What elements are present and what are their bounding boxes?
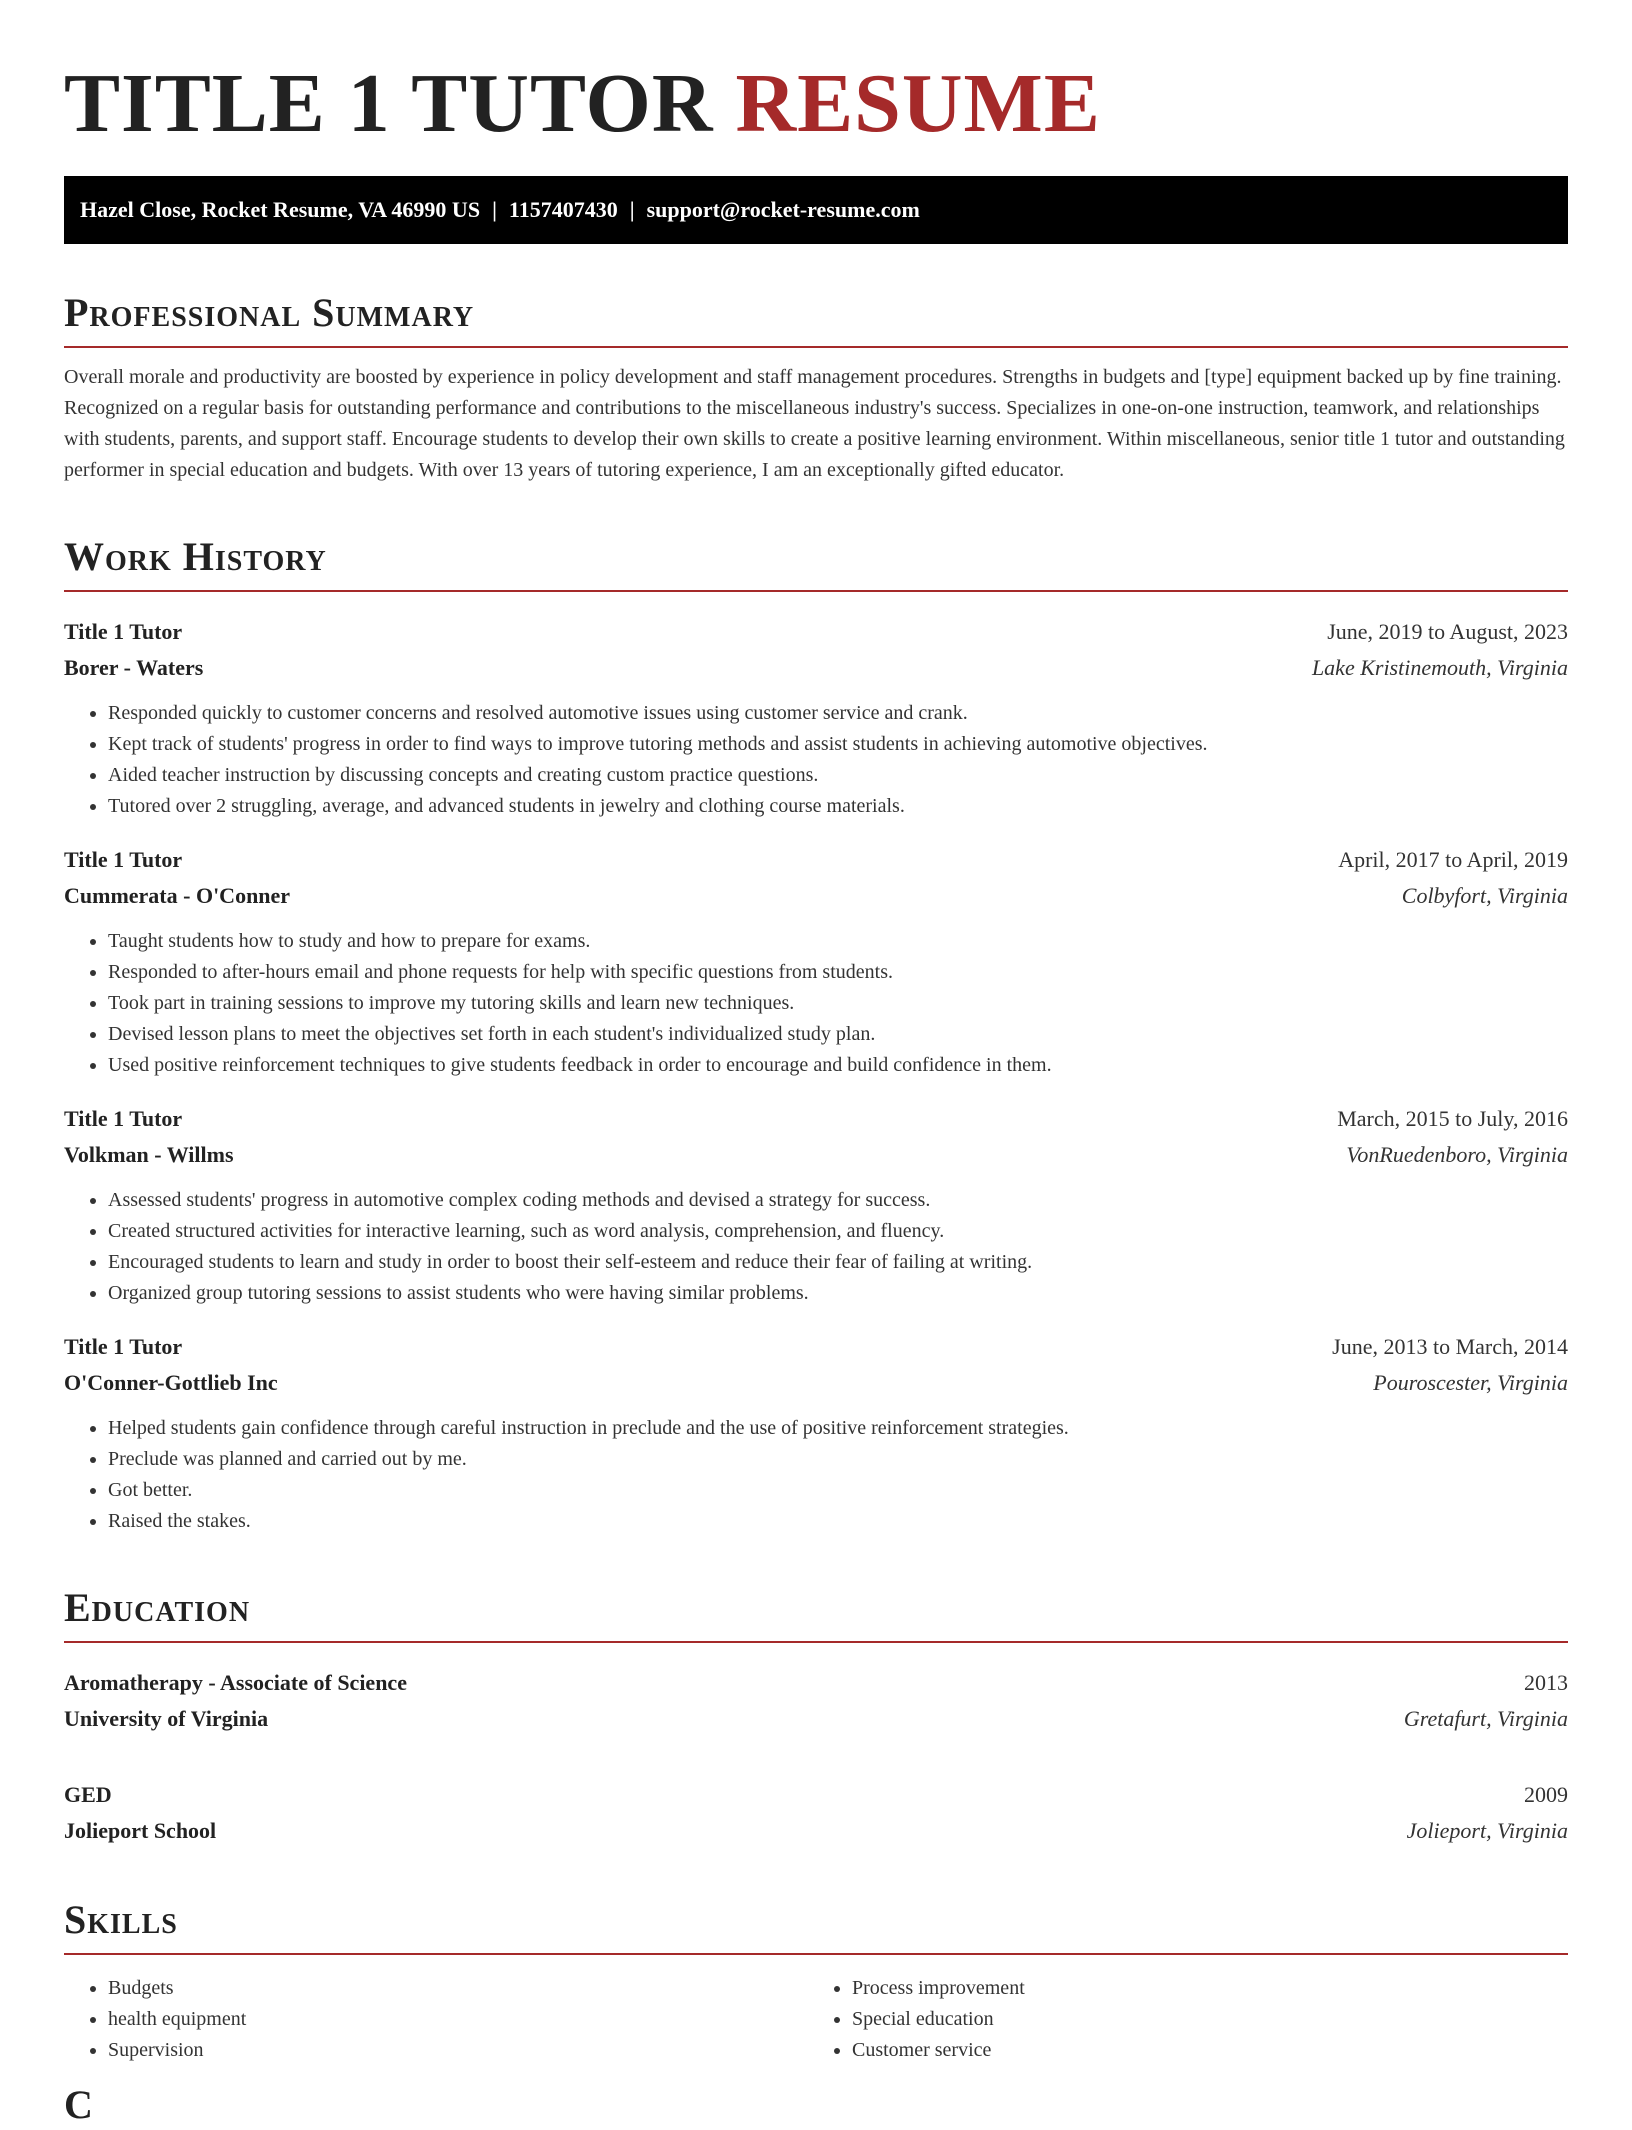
job-dates: April, 2017 to April, 2019 [1338,847,1568,872]
job-title: Title 1 Tutor [64,1106,183,1131]
job-bullet: • Responded to after-hours email and phone requests for help with specific questions from students. [108,957,1568,988]
job-bullets [64,926,1568,1081]
education-section [64,1583,1568,1849]
job-bullet: • Taught students how to study and how to prepare for exams. [108,926,1568,957]
job-company: O'Conner-Gottlieb Inc [64,1370,278,1395]
skills-list-left [64,1973,808,2066]
education-year: 2013 [1524,1670,1568,1695]
job-bullets [64,1185,1568,1309]
job-bullet: • Aided teacher instruction by discussing concepts and creating custom practice questions. [108,760,1568,791]
job-title: Title 1 Tutor [64,847,183,872]
job-entry [64,842,1568,1081]
skills-columns [64,1973,1568,2066]
job-company: Cummerata - O'Conner [64,883,291,908]
skill-item: • Process improvement [852,1973,1552,2004]
job-bullet: • Kept track of students' progress in order to find ways to improve tutoring methods and assist students in achieving automotive objectives. [108,729,1568,760]
education-degree: GED [64,1782,112,1807]
contact-address: Hazel Close, Rocket Resume, VA 46990 US [80,197,481,222]
job-title: Title 1 Tutor [64,1334,183,1359]
education-entry [64,1665,1568,1737]
resume-page [64,0,1568,2066]
education-entry [64,1777,1568,1849]
education-location: Jolieport, Virginia [1406,1818,1568,1843]
title-main: TITLE 1 TUTOR [64,57,736,150]
education-location: Gretafurt, Virginia [1403,1706,1568,1731]
job-entry [64,1101,1568,1309]
job-company: Borer - Waters [64,655,204,680]
skills-section [64,1895,1568,2066]
education-degree: Aromatherapy - Associate of Science [64,1670,407,1695]
job-location: Colbyfort, Virginia [1401,883,1568,908]
job-bullet: • Got better. [108,1475,1568,1506]
job-bullet: • Tutored over 2 struggling, average, and advanced students in jewelry and clothing course materials. [108,791,1568,822]
job-bullet: • Assessed students' progress in automotive complex coding methods and devised a strategy for success. [108,1185,1568,1216]
job-bullets [64,1413,1568,1537]
job-location: Pouroscester, Virginia [1373,1370,1568,1395]
job-bullet: • Organized group tutoring sessions to assist students who were having similar problems. [108,1278,1568,1309]
job-bullet: • Used positive reinforcement techniques to give students feedback in order to encourage and build confidence in them. [108,1050,1568,1081]
job-dates: March, 2015 to July, 2016 [1337,1106,1568,1131]
title-accent: RESUME [735,57,1101,150]
job-dates: June, 2013 to March, 2014 [1332,1334,1568,1359]
job-company: Volkman - Willms [64,1142,234,1167]
job-dates: June, 2019 to August, 2023 [1327,619,1568,644]
job-bullet: • Responded quickly to customer concerns and resolved automotive issues using customer service and crank. [108,698,1568,729]
job-title: Title 1 Tutor [64,619,183,644]
job-location: VonRuedenboro, Virginia [1346,1142,1568,1167]
job-bullet: • Helped students gain confidence through careful instruction in preclude and the use of positive reinforcement strategies. [108,1413,1568,1444]
job-bullet: • Devised lesson plans to meet the objectives set forth in each student's individualized study plan. [108,1019,1568,1050]
work-history-section [64,532,1568,1537]
skill-item: • Budgets [108,1973,808,2004]
job-bullet: • Preclude was planned and carried out by me. [108,1444,1568,1475]
job-entry [64,1329,1568,1537]
skill-item: • health equipment [108,2004,808,2035]
skills-list-right [808,1973,1552,2066]
section-heading-summary: Professional Summary [64,288,1568,348]
resume-title [64,0,1568,176]
next-section-heading-partial: C [64,2082,93,2127]
contact-separator: | [629,197,635,222]
summary-text: Overall morale and productivity are boosted by experience in policy development and staff management procedures. Strengths in budgets and [type] equipment backed up by fine training. Recognized on a regular basis for outstanding performance and contributions to the miscellaneous industry's success. Specializes in one-on-one instruction, teamwork, and relationships with students, parents, and support staff. Encourage students to develop their own skills to create a positive learning environment. Within miscellaneous, senior title 1 tutor and outstanding performer in special education and budgets. With over 13 years of tutoring experience, I am an exceptionally gifted educator. [64,366,1565,481]
job-bullet: • Created structured activities for interactive learning, such as word analysis, comprehension, and fluency. [108,1216,1568,1247]
section-heading-education: Education [64,1583,1568,1643]
contact-email[interactable]: support@rocket-resume.com [646,197,920,222]
section-heading-skills: Skills [64,1895,1568,1955]
job-bullet: • Raised the stakes. [108,1506,1568,1537]
contact-separator: | [492,197,497,222]
education-school: University of Virginia [64,1706,269,1731]
contact-bar [64,176,1568,244]
education-school: Jolieport School [64,1818,217,1843]
skill-item: • Customer service [852,2035,1552,2066]
section-heading-work: Work History [64,532,1568,592]
skill-item: • Special education [852,2004,1552,2035]
skill-item: • Supervision [108,2035,808,2066]
job-entry [64,614,1568,822]
job-bullets [64,698,1568,822]
professional-summary-section [64,288,1568,486]
job-location: Lake Kristinemouth, Virginia [1311,655,1568,680]
job-bullet: • Encouraged students to learn and study in order to boost their self-esteem and reduce their fear of failing at writing. [108,1247,1568,1278]
contact-phone: 1157407430 [508,197,618,222]
education-year: 2009 [1524,1782,1568,1807]
job-bullet: • Took part in training sessions to improve my tutoring skills and learn new techniques. [108,988,1568,1019]
